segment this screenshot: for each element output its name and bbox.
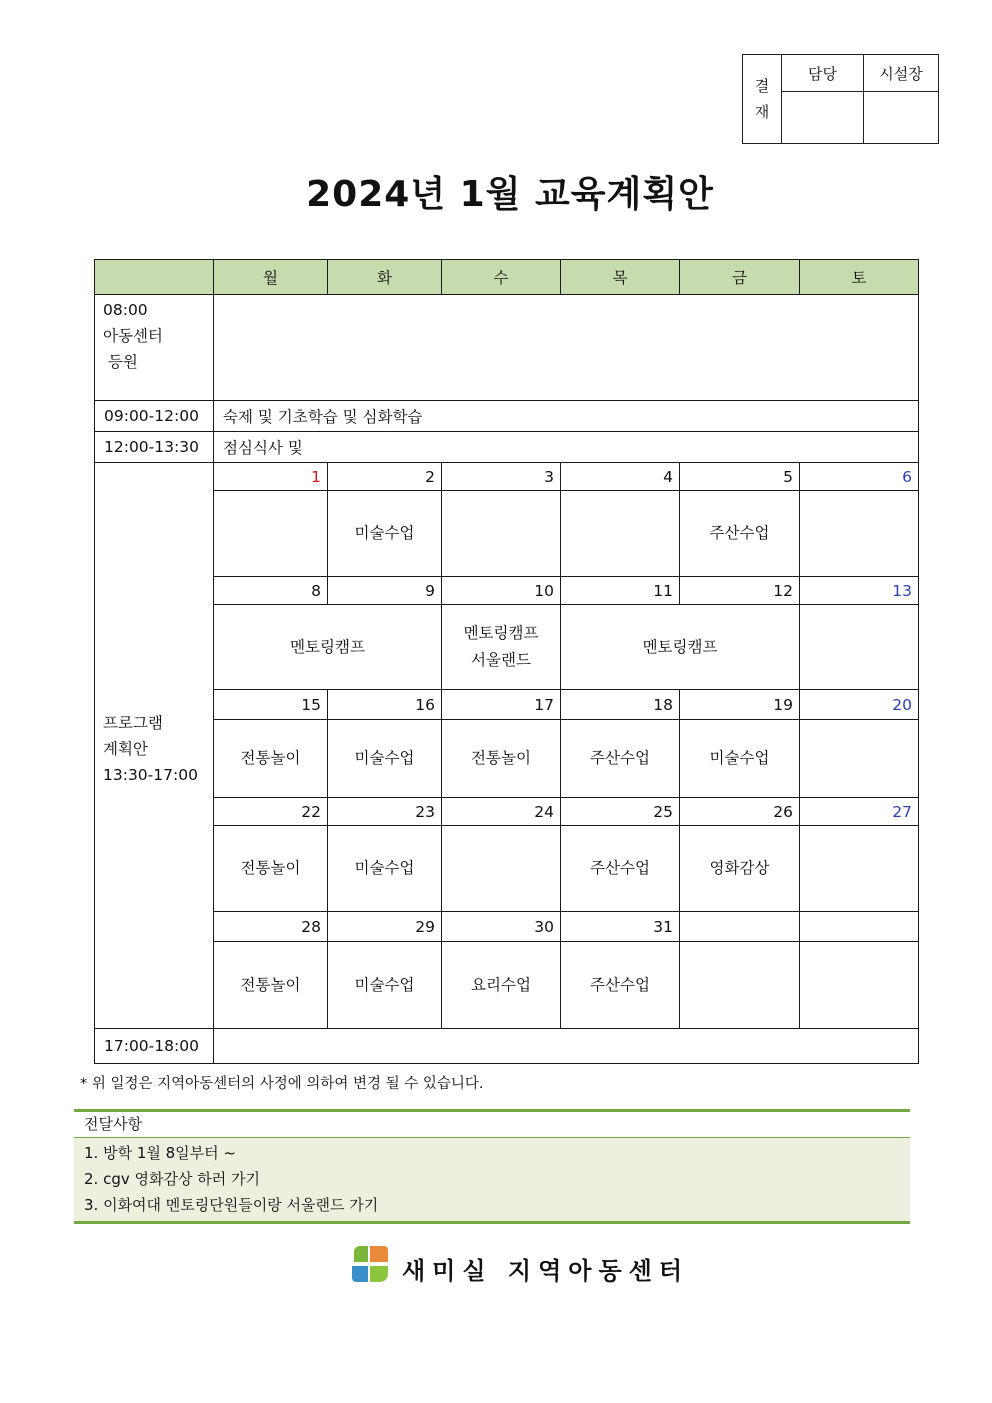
date-cell: 15: [214, 690, 328, 720]
study-time-cell: 09:00-12:00: [95, 401, 214, 432]
date-cell: 10: [442, 577, 561, 605]
activity-cell: [680, 942, 800, 1029]
date-cell: 3: [442, 463, 561, 491]
activity-cell: [214, 491, 328, 577]
corner-cell: [95, 260, 214, 295]
date-cell: 5: [680, 463, 800, 491]
date-cell: 25: [561, 798, 680, 826]
date-cell: 8: [214, 577, 328, 605]
date-cell: 11: [561, 577, 680, 605]
activity-cell: 전통놀이: [214, 720, 328, 798]
activity-cell: 주산수업: [561, 720, 680, 798]
date-cell: 18: [561, 690, 680, 720]
page-title: 2024년 1월 교육계획안: [306, 174, 714, 215]
program-label: 프로그램 계획안 13:30-17:00: [103, 713, 198, 784]
activity-cell: 미술수업: [328, 720, 442, 798]
activity-cell: 전통놀이: [442, 720, 561, 798]
date-cell: 29: [328, 912, 442, 942]
approval-col-manager: 담당: [782, 55, 864, 92]
date-cell: [680, 912, 800, 942]
notice-body: [74, 1138, 910, 1221]
activity-cell: 멘토링캠프: [561, 605, 800, 690]
activity-cell: 영화감상: [680, 826, 800, 912]
notice-item: 1. 방학 1월 8일부터 ~: [84, 1144, 236, 1162]
notice-item: 3. 이화여대 멘토링단원들이랑 서울랜드 가기: [84, 1196, 379, 1214]
activity-cell: 주산수업: [680, 491, 800, 577]
date-cell: 19: [680, 690, 800, 720]
approval-sign-manager: [782, 92, 864, 144]
lunch-time-cell: 12:00-13:30: [95, 432, 214, 463]
activity-cell: [561, 491, 680, 577]
activity-cell: 멘토링캠프: [214, 605, 442, 690]
activity-cell: [800, 491, 919, 577]
activity-cell: 미술수업: [328, 826, 442, 912]
date-cell: 13: [800, 577, 919, 605]
date-cell: [800, 912, 919, 942]
date-cell: 2: [328, 463, 442, 491]
date-cell: 6: [800, 463, 919, 491]
date-cell: 26: [680, 798, 800, 826]
arrival-time-cell: 08:00 아동센터 등원: [95, 295, 214, 401]
end-time-cell: 17:00-18:00: [95, 1029, 214, 1064]
activity-cell: [800, 826, 919, 912]
day-header-row: [95, 260, 919, 295]
activity-cell: 요리수업: [442, 942, 561, 1029]
activity-cell: [800, 605, 919, 690]
date-cell: 1: [214, 463, 328, 491]
activity-cell: 주산수업: [561, 942, 680, 1029]
date-cell: 4: [561, 463, 680, 491]
day-header: 목: [561, 260, 680, 295]
approval-col-director: 시설장: [864, 55, 939, 92]
date-cell: 23: [328, 798, 442, 826]
study-activity-cell: 숙제 및 기초학습 및 심화학습: [214, 401, 919, 432]
date-cell: 31: [561, 912, 680, 942]
activity-cell: 미술수업: [328, 942, 442, 1029]
activity-cell: [800, 942, 919, 1029]
date-cell: 24: [442, 798, 561, 826]
date-cell: 27: [800, 798, 919, 826]
date-cell: 22: [214, 798, 328, 826]
day-header: 월: [214, 260, 328, 295]
activity-cell: 미술수업: [328, 491, 442, 577]
day-header: 수: [442, 260, 561, 295]
schedule-table: [94, 259, 919, 1064]
date-cell: 20: [800, 690, 919, 720]
day-header: 화: [328, 260, 442, 295]
date-cell: 17: [442, 690, 561, 720]
four-leaf-logo-icon: [350, 1244, 390, 1284]
activity-cell: 미술수업: [680, 720, 800, 798]
activity-cell: [442, 491, 561, 577]
notice-box: [74, 1109, 910, 1224]
day-header: 금: [680, 260, 800, 295]
date-cell: 9: [328, 577, 442, 605]
end-activity-cell: [214, 1029, 919, 1064]
activity-cell: 전통놀이: [214, 826, 328, 912]
activity-cell: 전통놀이: [214, 942, 328, 1029]
date-cell: 30: [442, 912, 561, 942]
activity-cell: 멘토링캠프 서울랜드: [442, 605, 561, 690]
lunch-activity-cell: 점심식사 및: [214, 432, 919, 463]
schedule-note: * 위 일정은 지역아동센터의 사정에 의하여 변경 될 수 있습니다.: [80, 1076, 484, 1092]
date-cell: 16: [328, 690, 442, 720]
arrival-activity-cell: [214, 295, 919, 401]
activity-cell: [442, 826, 561, 912]
date-cell: 12: [680, 577, 800, 605]
activity-cell: [800, 720, 919, 798]
date-cell: 28: [214, 912, 328, 942]
approval-sign-director: [864, 92, 939, 144]
notice-item: 2. cgv 영화감상 하러 가기: [84, 1170, 260, 1188]
approval-box: [742, 54, 939, 144]
program-label-cell: [95, 463, 214, 1029]
approval-label: 결 재: [743, 55, 782, 144]
org-name: 새미실 지역아동센터: [402, 1257, 690, 1285]
notice-heading: 전달사항: [74, 1112, 910, 1138]
activity-cell: 주산수업: [561, 826, 680, 912]
day-header: 토: [800, 260, 919, 295]
